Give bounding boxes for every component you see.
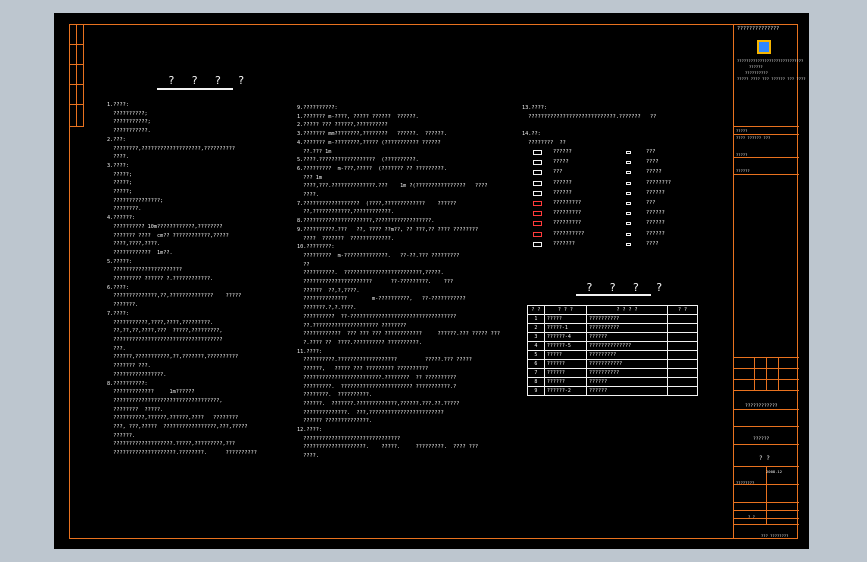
note-line: ???. [107, 345, 126, 352]
legend-symbol-icon [533, 211, 542, 216]
table-cell: ????? [544, 315, 586, 324]
notes-column-1 [107, 101, 257, 458]
note-line: ????. [297, 192, 319, 199]
note-line: 6.????????? m-???,????? (??????? ?? ?????????. [297, 165, 447, 172]
label-c: ????? [736, 152, 748, 157]
note-line: ????. [107, 154, 129, 161]
table-cell: 2 [528, 324, 545, 333]
note-line: ????????????? 1m?????? [107, 389, 195, 396]
company-logo-icon [757, 40, 771, 54]
table-header-cell: ? ? ? [544, 306, 586, 315]
table-cell: 9 [528, 387, 545, 396]
note-line: ????,???.??????????????.??? 1m ?(???????????????? ???? [297, 183, 488, 190]
note-line: ??????????????????????????????????, [107, 397, 223, 404]
note-line: ??,??,??,????,??? ?????,?????????, [107, 328, 223, 335]
legend-label: ???????? [646, 179, 671, 186]
note-line: 4.??????? m-????????,????? (??????????? ?????? [297, 139, 441, 146]
legend-label: ??? [553, 169, 563, 176]
table-cell [667, 342, 697, 351]
note-line: ??????? ???? cm?? ????????????,????? [107, 232, 229, 239]
label-b: ???? ?????? ??? [736, 135, 771, 140]
note-line: ?????????? ??-?????????????????????????????????? [297, 313, 457, 320]
table-row [528, 369, 698, 378]
note-line: ????????????????. [107, 371, 167, 378]
legend-label: ?????? [646, 220, 665, 227]
table-cell: ?????-1 [544, 324, 586, 333]
legend-label: ????????? [553, 220, 582, 227]
note-line: 1.????: [107, 102, 129, 108]
company-sub-3: ?????????? [745, 70, 768, 75]
table-cell: 3 [528, 333, 545, 342]
note-line: ???? ??????? ?????????????. [297, 235, 394, 242]
legend-symbol-icon [626, 182, 631, 185]
note-line: ???????????,????,????,?????????. [107, 319, 214, 326]
note-line: ?? [297, 261, 310, 268]
table-cell: 8 [528, 378, 545, 387]
table-cell: ?????????? [587, 315, 668, 324]
legend-label: ?????? [553, 149, 572, 155]
legend-symbol-icon [533, 201, 542, 206]
drawing-scale: ???????? [736, 480, 755, 485]
legend-symbol-icon [533, 191, 542, 196]
company-name: ?????????????? [737, 26, 780, 32]
legend-symbol-icon [533, 242, 542, 247]
legend-symbol-icon [626, 202, 631, 205]
note-line: ?????????. ??????????????????????? ???????????.? [297, 383, 457, 390]
note-line: ??????????????????????????????????? [107, 336, 223, 343]
note-line: ????????. [107, 206, 142, 213]
legend-label: ?????? [553, 189, 572, 196]
label-d: ?????? [736, 168, 750, 173]
table-cell [667, 369, 697, 378]
note-line: ??????????. ?????????????????????????,?????. [297, 270, 444, 277]
table-header-cell: ? ? [667, 306, 697, 315]
note-line: ??.????????????????????? ???????? [297, 322, 407, 329]
legend-label: ?????? [553, 179, 572, 186]
note-line: ???????????????????.?????,?????????,??? [107, 441, 236, 448]
note-line: ?????????????????????????.???????? ?? ?????????? [297, 374, 457, 381]
note-line: 7.????: [107, 310, 129, 317]
note-line: 9.??????????: [297, 105, 338, 111]
note-line: 11.????: [297, 348, 322, 355]
drawing-title: ? ? [759, 455, 770, 462]
note-line: ?????????? 10m????????????,???????? [107, 223, 223, 230]
table-title-underline [576, 294, 651, 296]
legend-symbol-icon [533, 170, 542, 175]
table-cell: ?????? [587, 387, 668, 396]
legend-label: ????? [646, 169, 662, 176]
legend-symbol-icon [626, 212, 631, 215]
table-cell [667, 387, 697, 396]
legend-symbol-icon [533, 150, 542, 155]
legend-symbol-icon [626, 243, 631, 246]
note-line: ???????? ?????. [107, 406, 164, 413]
note-line: 8.??????????????????????,??????????????????. [297, 218, 435, 225]
note-line: ????????????????????????????.??????? ?? [522, 113, 657, 120]
table-cell [667, 351, 697, 360]
table-cell: ?????? [544, 378, 586, 387]
note-line: 2.????? ??? ??????,?????????? [297, 122, 388, 129]
note-line: ???????????; [107, 119, 151, 126]
table-row [528, 342, 698, 351]
legend-symbol-icon [626, 222, 631, 225]
legend-label: ??? [646, 200, 656, 206]
note-line: ????????????????????.????????. ?????????? [107, 450, 257, 457]
table-title: ? ? ? ? [586, 281, 668, 294]
note-line: ?????; [107, 171, 132, 178]
note-line: ?????????????? m-??????????, ??-??????????? [297, 296, 466, 303]
legend-symbol-icon [626, 171, 631, 174]
note-line: ??????????,??????,??????,???? ???????? [107, 415, 239, 422]
table-cell: ?????? [587, 333, 668, 342]
legend-label: ?????? [646, 189, 665, 196]
legend-label: ??????? [553, 240, 575, 247]
legend-label: ????????? [553, 210, 582, 217]
table-cell: ?????????? [587, 369, 668, 378]
table-row [528, 333, 698, 342]
note-line [522, 121, 656, 130]
note-line: ?.???? ?? ????.?????????? ??????????. [297, 339, 422, 346]
table-cell: ????? [544, 351, 586, 360]
table-row [528, 387, 698, 396]
footer-text: ??? ???????? [761, 533, 789, 538]
project-name: ???????????? [745, 404, 778, 409]
note-line: 4.??????: [107, 215, 136, 222]
table-cell: 6 [528, 360, 545, 369]
table-cell: ?????????????? [587, 342, 668, 351]
table-header-row [528, 306, 698, 315]
note-line: ??????, ????? ??? ????????? ?????????? [297, 366, 429, 373]
note-line: ??????. [107, 432, 136, 439]
legend-symbol-icon [533, 232, 542, 237]
table-cell [667, 378, 697, 387]
note-line: 7.?????????????????? (????,????????????? ?????? [297, 200, 457, 207]
legend-label: ????? [553, 159, 569, 166]
note-line: ???????? ?? [522, 139, 566, 146]
note-line: 8.??????????: [107, 380, 148, 387]
note-line: ??????. ???????.?????????????,??????.???.??.????? [297, 400, 460, 407]
note-line: 10.????????: [297, 244, 335, 251]
note-line: ???????.?,?.????. [297, 305, 357, 312]
note-line: ????. [297, 453, 319, 460]
legend-symbol-icon [533, 160, 542, 165]
note-line: ???????????? 1m??. [107, 249, 173, 256]
table-row [528, 324, 698, 333]
note-line: ???????. [107, 302, 139, 309]
legend-symbol-icon [626, 161, 631, 164]
note-line: 9.??????????.??? ??, ???? ??m??, ?? ???,?? ???? ???????? [297, 226, 479, 233]
note-line: ??????????????. ???,???????????????????????? [297, 409, 444, 416]
sheet-number: ? ? [748, 514, 755, 519]
table-header-cell: ? ? ? ? [587, 306, 668, 315]
drawing-date: 2008.12 [766, 469, 783, 474]
legend-label: ?????? [646, 210, 665, 217]
table-cell: ?????? [587, 378, 668, 387]
drawing-name: ?????? [753, 437, 770, 442]
legend-label: ?????????? [553, 230, 585, 237]
legend-symbol-icon [626, 151, 631, 154]
note-line: ????????? m-??????????????. ??-??.??? ????????? [297, 252, 460, 259]
table-row [528, 351, 698, 360]
table-cell [667, 315, 697, 324]
table-cell: 7 [528, 369, 545, 378]
legend-label: ????????? [553, 200, 582, 206]
table-cell: ??????????? [587, 360, 668, 369]
legend-symbol-icon [626, 192, 631, 195]
table-cell: ?????? [544, 360, 586, 369]
note-line: ??????????????????????????????? [297, 435, 401, 442]
legend-label: ?????? [646, 230, 665, 237]
note-line: 5.????.?????????????????? (??????????. [297, 157, 419, 164]
table-cell: 1 [528, 315, 545, 324]
note-line: ??? 1m [297, 174, 322, 181]
note-line: 1.??????? m-????, ????? ?????? ??????. [297, 113, 419, 120]
note-line: ??????? ???. [107, 363, 151, 370]
note-line: 6.????: [107, 284, 129, 291]
table-cell: ?????? [544, 369, 586, 378]
table-cell: ??????-4 [544, 333, 586, 342]
table-cell [667, 324, 697, 333]
notes-column-3 [522, 104, 656, 148]
note-line: ??????????; [107, 110, 148, 117]
note-line: ????????????????????. ?????. ?????????. ???? ??? [297, 444, 479, 451]
note-line: ?????? ??????????????. [297, 418, 372, 425]
table-cell: 4 [528, 342, 545, 351]
note-line: 12.????: [297, 427, 322, 434]
note-line: 13.????: [522, 105, 547, 111]
note-line: 3.??????? mm????????,???????? ??????. ??????. [297, 131, 447, 138]
notes-column-2 [297, 104, 500, 461]
note-line: ?????? ??,?,????. [297, 287, 360, 294]
table-row [528, 378, 698, 387]
note-line: ??.??? 1m [297, 148, 332, 155]
table-row [528, 315, 698, 324]
table-cell [667, 333, 697, 342]
note-line: ?????; [107, 180, 132, 187]
table-cell: ????????? [587, 351, 668, 360]
company-sub-2: ?????? [749, 64, 763, 69]
legend-symbol-icon [626, 233, 631, 236]
note-line: ??,????????????,????????????. [297, 209, 394, 216]
label-a: ????? [736, 128, 748, 133]
table-cell: ??????-2 [544, 387, 586, 396]
note-line: ??????????????,??,?????????????? ????? [107, 293, 242, 300]
company-sub-4: ????? ???? ??? ?????? ??? ???? [737, 76, 806, 81]
table-cell: ??????-5 [544, 342, 586, 351]
note-line: ??????????.??????????????????? ?????.??? ????? [297, 357, 472, 364]
table-cell: 5 [528, 351, 545, 360]
table-header-cell: ? ? [528, 306, 545, 315]
legend-label: ???? [646, 240, 659, 247]
note-line: 2.???: [107, 136, 126, 143]
drawing-list-table [527, 305, 698, 396]
note-line: 14.??: [522, 131, 541, 138]
legend-symbol-icon [533, 221, 542, 226]
note-line: ????,????,????. [107, 241, 161, 248]
title-underline [157, 88, 233, 90]
binding-strip [69, 24, 84, 127]
note-line: ???????????. [107, 128, 151, 135]
company-sub-1: ????????????????????????????? [737, 58, 804, 63]
note-line: 5.?????: [107, 258, 132, 265]
note-line: ????????? ?????? ?.????????????. [107, 276, 214, 283]
note-line: ???????????? ??? ??? ??? ???????????? ??????.??? ????? ??? [297, 331, 501, 338]
table-row [528, 360, 698, 369]
note-line: ????????. ??????????. [297, 392, 372, 399]
note-line: ?????; [107, 189, 132, 196]
note-line: ????????,???????????????????,?????????? [107, 145, 236, 152]
note-line: ?????????????????????? ??-?????????. ??? [297, 279, 454, 286]
legend-label: ??? [646, 149, 656, 155]
note-line: ???????????????; [107, 197, 164, 204]
legend-label: ???? [646, 159, 659, 166]
note-line: ?????????????????????? [107, 267, 182, 274]
page-title: ? ? ? ? [168, 74, 250, 87]
note-line: ???, ???,????? ?????????????????,???,????? [107, 424, 248, 431]
table-cell: ?????????? [587, 324, 668, 333]
table-cell [667, 360, 697, 369]
note-line: ??????,???????????,??,???????,?????????? [107, 354, 239, 361]
legend-symbol-icon [533, 181, 542, 186]
note-line: 3.????: [107, 162, 129, 169]
